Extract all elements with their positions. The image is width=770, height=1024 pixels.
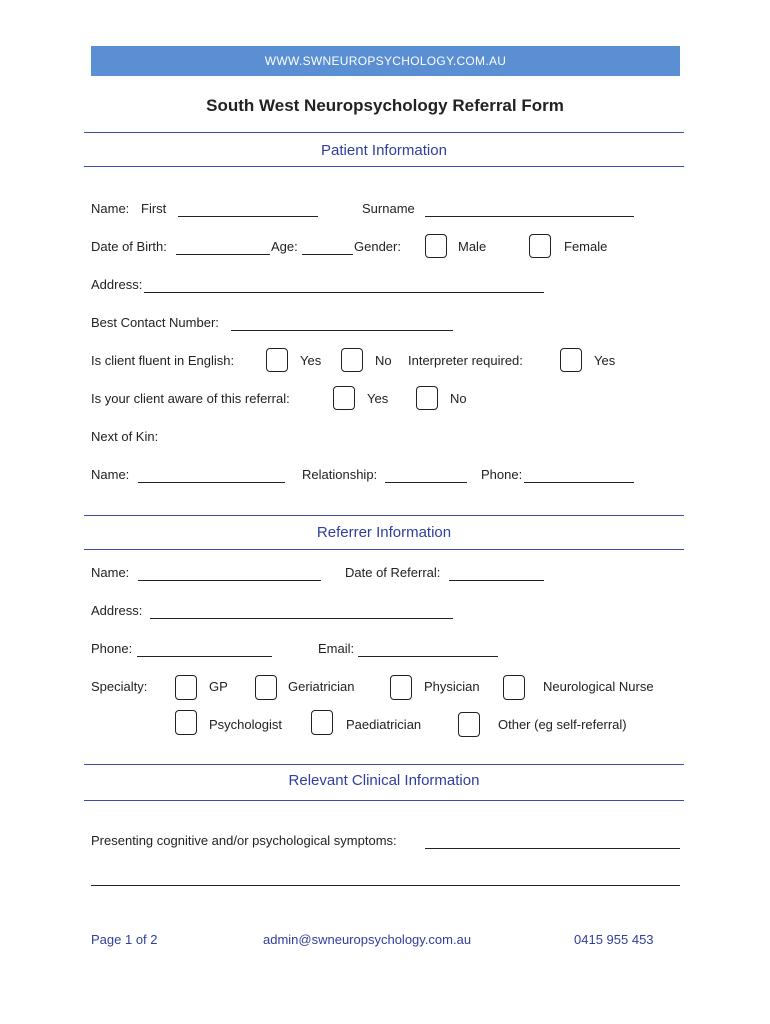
relationship-label: Relationship: [302,467,378,482]
age-field[interactable] [302,254,353,255]
specialty-label: Specialty: [91,679,148,694]
other-checkbox[interactable] [458,712,480,737]
referrer-name-field[interactable] [138,580,321,581]
neurological-nurse-checkbox[interactable] [503,675,525,700]
footer-email: admin@swneuropsychology.com.au [263,932,472,947]
relationship-field[interactable] [385,482,467,483]
section-rule [84,764,684,765]
referrer-phone-label: Phone: [91,641,133,656]
kin-name-label: Name: [91,467,130,482]
kin-phone-field[interactable] [524,482,634,483]
aware-label: Is your client aware of this referral: [91,391,290,406]
age-label: Age: [271,239,298,254]
interpreter-yes-checkbox[interactable] [560,348,582,372]
psychologist-checkbox[interactable] [175,710,197,735]
interpreter-label: Interpreter required: [408,353,523,368]
section-rule [84,800,684,801]
footer-phone: 0415 955 453 [574,932,654,947]
website-banner: WWW.SWNEUROPSYCHOLOGY.COM.AU [91,46,680,76]
kin-phone-label: Phone: [481,467,523,482]
female-checkbox[interactable] [529,234,551,258]
symptoms-label: Presenting cognitive and/or psychological symptoms: [91,833,397,848]
fluent-no-label: No [375,353,392,368]
next-of-kin-label: Next of Kin: [91,429,159,444]
referrer-email-field[interactable] [358,656,498,657]
section-rule [84,549,684,550]
fluent-no-checkbox[interactable] [341,348,363,372]
fluent-label: Is client fluent in English: [91,353,235,368]
section-rule [84,515,684,516]
best-contact-field[interactable] [231,330,453,331]
fluent-yes-checkbox[interactable] [266,348,288,372]
section-rule [84,132,684,133]
surname-label: Surname [362,201,415,216]
referral-date-field[interactable] [449,580,544,581]
clinical-info-heading: Relevant Clinical Information [288,772,480,789]
first-name-label: First [141,201,167,216]
referrer-name-label: Name: [91,565,130,580]
referrer-phone-field[interactable] [137,656,272,657]
kin-name-field[interactable] [138,482,285,483]
symptoms-field-continued[interactable] [91,885,680,886]
specialty-option-label: Psychologist [209,717,282,732]
referrer-address-label: Address: [91,603,143,618]
surname-field[interactable] [425,216,634,217]
specialty-option-label: Geriatrician [288,679,355,694]
specialty-option-label: Physician [424,679,480,694]
paediatrician-checkbox[interactable] [311,710,333,735]
gender-label: Gender: [354,239,401,254]
symptoms-field[interactable] [425,848,680,849]
name-label: Name: [91,201,130,216]
female-label: Female [564,239,608,254]
section-rule [84,166,684,167]
gp-checkbox[interactable] [175,675,197,700]
male-label: Male [458,239,487,254]
aware-yes-label: Yes [367,391,389,406]
referrer-address-field[interactable] [150,618,453,619]
address-field[interactable] [144,292,544,293]
dob-field[interactable] [176,254,270,255]
referral-date-label: Date of Referral: [345,565,441,580]
aware-no-checkbox[interactable] [416,386,438,410]
male-checkbox[interactable] [425,234,447,258]
physician-checkbox[interactable] [390,675,412,700]
best-contact-label: Best Contact Number: [91,315,219,330]
specialty-option-label: Paediatrician [346,717,422,732]
address-label: Address: [91,277,143,292]
referrer-email-label: Email: [318,641,355,656]
page-number: Page 1 of 2 [91,932,158,947]
dob-label: Date of Birth: [91,239,167,254]
interpreter-yes-label: Yes [594,353,616,368]
form-title: South West Neuropsychology Referral Form [206,96,564,115]
fluent-yes-label: Yes [300,353,322,368]
geriatrician-checkbox[interactable] [255,675,277,700]
first-name-field[interactable] [178,216,318,217]
specialty-option-label: GP [209,679,228,694]
aware-yes-checkbox[interactable] [333,386,355,410]
specialty-option-label: Other (eg self-referral) [498,717,627,732]
aware-no-label: No [450,391,467,406]
patient-info-heading: Patient Information [321,142,447,159]
specialty-option-label: Neurological Nurse [543,679,654,694]
referrer-info-heading: Referrer Information [316,524,452,541]
